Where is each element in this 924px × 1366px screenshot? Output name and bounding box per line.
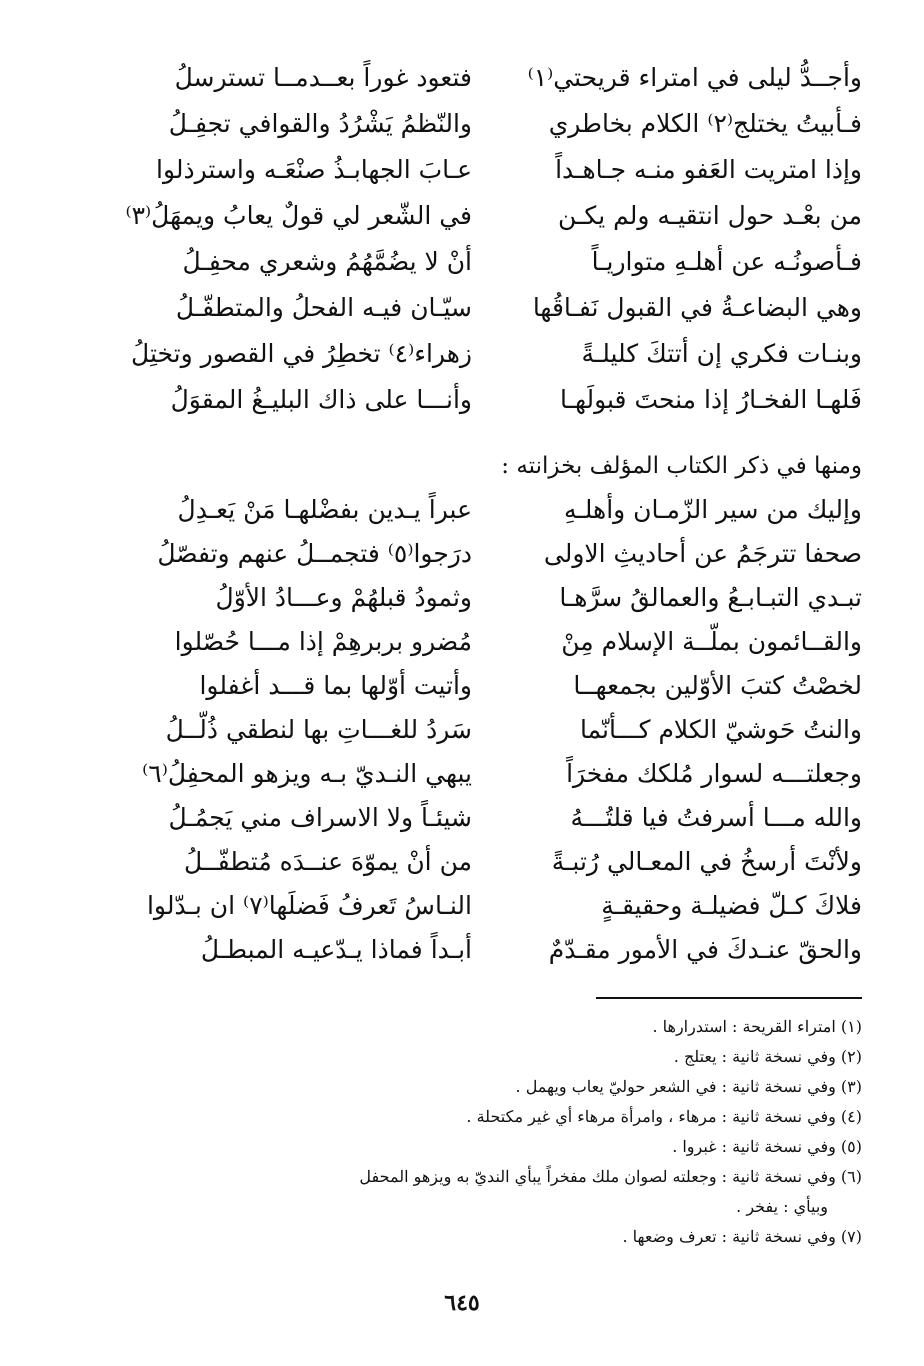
footnote-divider	[596, 997, 862, 999]
footnote: (٢) وفي نسخة ثانية : يعتلج .	[673, 1047, 862, 1066]
verse-line: درَجوا⁽٥⁾ فتجمــلُ عنهم وتفصّلُ	[157, 539, 472, 568]
verse-line: النـاسُ تَعرفُ فَضلَها⁽٧⁾ ان بـدّلوا	[146, 891, 472, 920]
verse-line: وبنـات فكري إن أتتكَ كليلـةً	[581, 339, 862, 368]
footnote: (٤) وفي نسخة ثانية : مرهاء ، وامرأة مرهاء أي غير مكتحلة .	[466, 1107, 862, 1126]
footnotes	[62, 1012, 862, 1252]
verse-line: فلاكَ كـلّ فضيلـة وحقيقـةٍ	[601, 891, 862, 920]
footnote: (٥) وفي نسخة ثانية : غبروا .	[672, 1137, 862, 1156]
verse-line: من أنْ يموّهَ عنــدَه مُتطفّــلُ	[184, 847, 472, 876]
verse-line: فَلهـا الفخـارُ إذا منحتَ قبولَهـا	[560, 385, 862, 414]
footnote-continuation: وبيأي : يفخر .	[736, 1197, 828, 1216]
section-heading: ومنها في ذكر الكتاب المؤلف بخزانته :	[501, 453, 862, 479]
verse-line: وإليك من سير الزّمـان وأهلـهِ	[564, 495, 862, 524]
verse-line: سَردُ للغـــاتِ بها لنطقي ذُلّــلُ	[165, 715, 472, 744]
verse-line: أبـداً فماذا يـدّعيـه المبطـلُ	[200, 935, 472, 964]
verse-line: والحقّ عنـدكَ في الأمور مقـدّمٌ	[548, 935, 862, 964]
verse-line: صحفا تترجَمُ عن أحاديثِ الاولى	[543, 539, 862, 568]
verse-line: وإذا امتريت العَفو منـه جـاهـداً	[555, 155, 862, 184]
verse-line: فـأبيتُ يختلج⁽٢⁾ الكلام بخاطري	[548, 109, 862, 138]
verse-line: وثمودُ قبلهُمْ وعـــادُ الأوّلُ	[215, 583, 472, 612]
verse-line: سيّـان فيـه الفحلُ والمتطفّـلُ	[175, 293, 472, 322]
verse-line: والنتُ حَوشيّ الكلام كـــأنّما	[579, 715, 862, 744]
verse-line: يبهي النـديّ بـه ويزهو المحفِلُ⁽٦⁾	[142, 759, 472, 788]
verse-line: فـأصونُـه عن أهلـهِ متواريـاً	[591, 247, 862, 276]
verse-line: عـابَ الجهابـذُ صنْعَـه واسترذلوا	[156, 155, 472, 184]
verse-line: وأتيت أوّلها بما قـــد أغفلوا	[199, 671, 472, 700]
verse-line: وجعلتـــه لسوار مُلكك مفخرَاً	[566, 759, 862, 788]
verse-line: عبراً يـدين بفضْلهـا مَنْ يَعـدِلُ	[177, 495, 472, 524]
footnote: (٣) وفي نسخة ثانية : في الشعر حوليّ يعاب ويهمل .	[515, 1077, 862, 1096]
verse-line: والله مـــا أسرفتُ فيا قلتُـــهُ	[570, 803, 862, 832]
verse-line: أنْ لا يضُمَّهُمُ وشعري محفِـلُ	[182, 247, 472, 276]
verse-line: والقــائمون بملّــة الإسلام مِنْ	[561, 627, 862, 656]
verse-line: في الشّعر لي قولٌ يعابُ ويمهَلُ⁽٣⁾	[125, 201, 472, 230]
footnote: (٧) وفي نسخة ثانية : تعرف وضعها .	[622, 1227, 862, 1246]
verse-line: وأنـــا على ذاك البليـغُ المقوَلُ	[170, 385, 472, 414]
footnote: (٦) وفي نسخة ثانية : وجعلته لصوان ملك مفخراً يبأي النديّ به ويزهو المحفل	[359, 1167, 862, 1186]
verse-line: زهراء⁽٤⁾ تخطِرُ في القصور وتختِلُ	[131, 339, 472, 368]
verse-line: من بعْـد حول انتقيـه ولم يكـن	[558, 201, 862, 230]
verse-line: شيئـاً ولا الاسراف مني يَجمُـلُ	[168, 803, 472, 832]
verse-line: وهي البضاعـةُ في القبول نَفـاقُها	[532, 293, 862, 322]
verse-line: لخصْتُ كتبَ الأوّلين بجمعهــا	[573, 671, 862, 700]
verse-line: والنّظمُ يَشْرُدُ والقوافي تجفِـلُ	[168, 109, 472, 138]
verse-line: تبـدي التبـابـعُ والعمالقُ سرَّهـا	[559, 583, 862, 612]
verse-line: وأجــدُّ ليلى في امتراء قريحتي⁽١⁾	[527, 63, 862, 92]
verse-line: فتعود غوراً بعــدمــا تسترسلُ	[174, 63, 472, 92]
footnote: (١) امتراء القريحة : استدرارها .	[652, 1017, 862, 1036]
page-number: ٦٤٥	[444, 1290, 480, 1316]
verse-line: مُضرو بربرهِمْ إذا مـــا حُصّلوا	[174, 627, 472, 656]
verse-line: ولأنْتَ أرسخُ في المعـالي رُتبـةً	[551, 847, 862, 876]
